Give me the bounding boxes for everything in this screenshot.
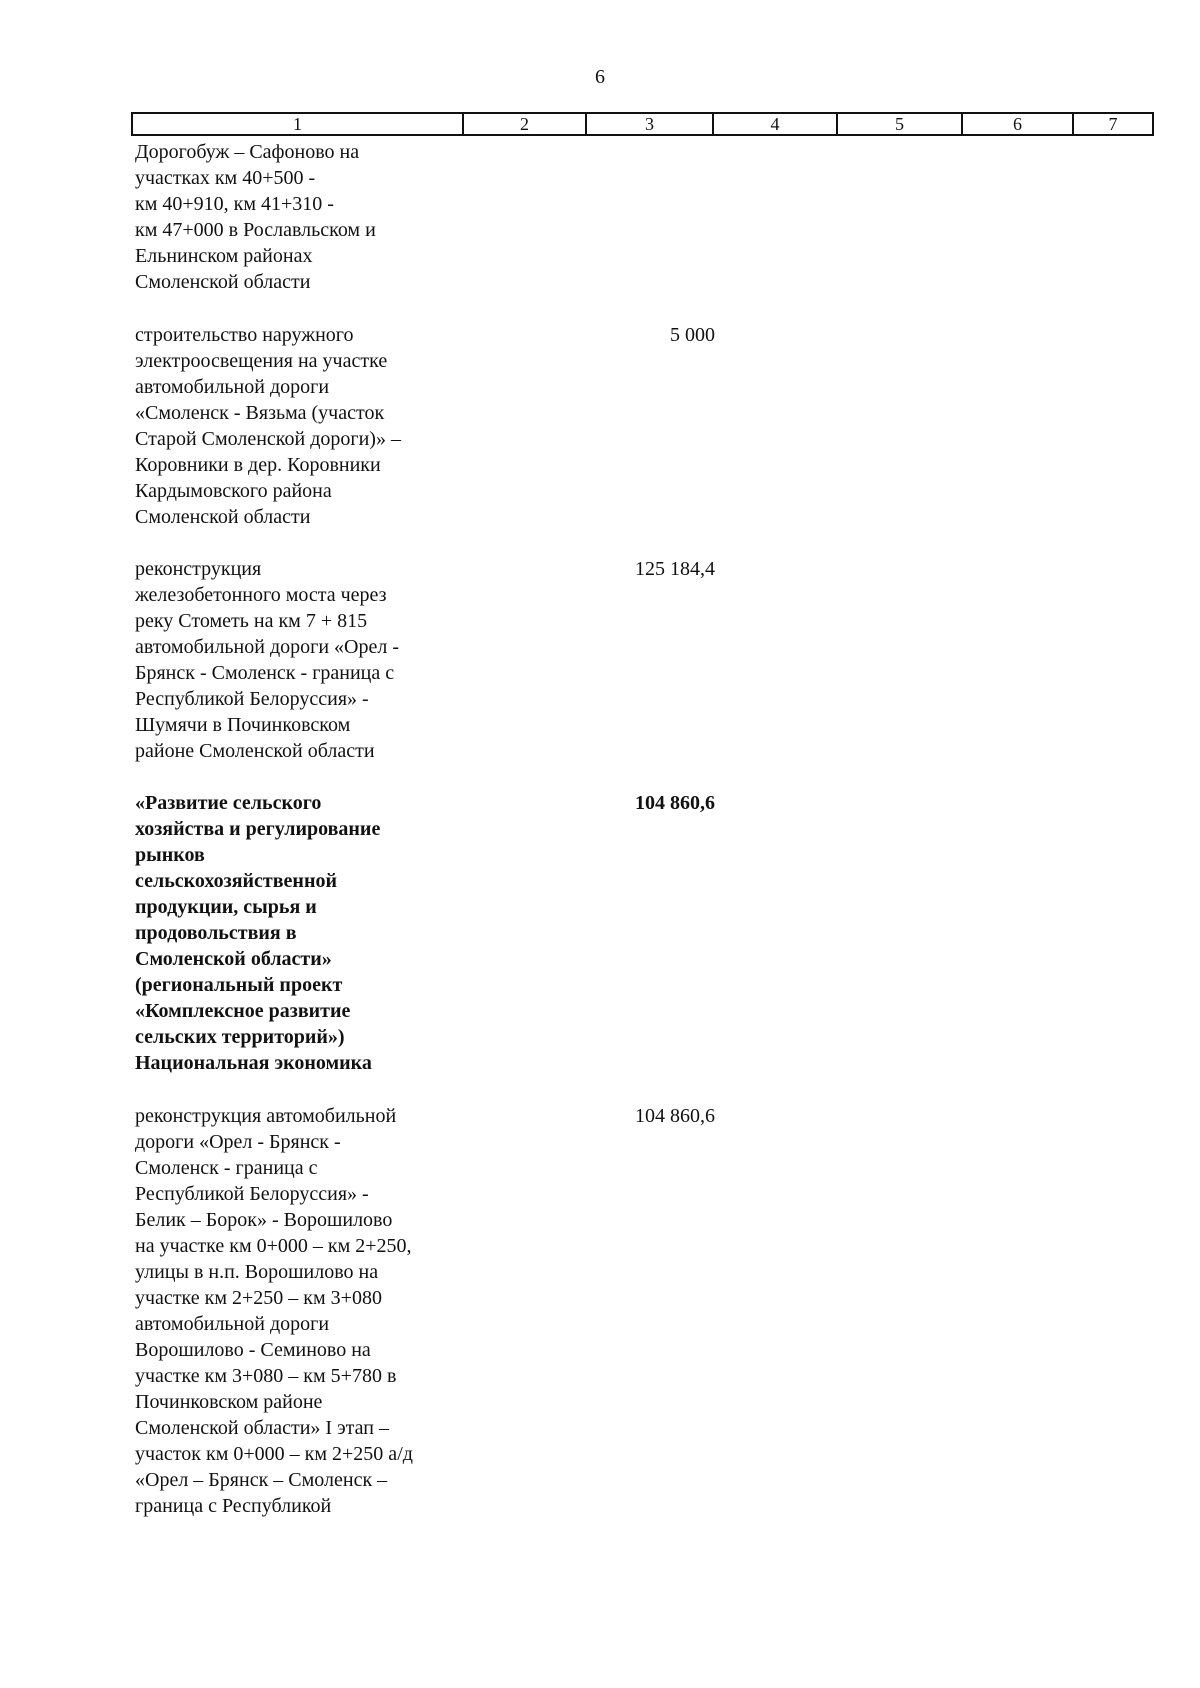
row-value-col3: 104 860,6 (635, 1105, 715, 1127)
column-header-7: 7 (1073, 113, 1153, 135)
row-value-col3: 104 860,6 (635, 792, 715, 814)
column-header-5: 5 (837, 113, 962, 135)
column-header-2: 2 (463, 113, 586, 135)
row-description: реконструкция железобетонного моста через реку Стометь на км 7 + 815 автомобильной дороги «Орел - Брянск - Смоленск - граница с Республикой Белоруссия» - Шумячи в Починковском районе Смоленской области (135, 558, 400, 762)
row-description: «Развитие сельского хозяйства и регулирование рынков сельскохозяйственной продукции, сырья и продовольствия в Смоленской области» (региональный проект «Комплексное развитие сельских территорий») Национальная экономика (135, 792, 381, 1074)
column-header-6: 6 (962, 113, 1073, 135)
row-description: строительство наружного электроосвещения на участке автомобильной дороги «Смоленск - Вязьма (участок Старой Смоленской дороги)» – Коровники в дер. Коровники Кардымовского района Смоленской области (135, 324, 401, 528)
row-description: Дорогобуж – Сафоново на участках км 40+500 - км 40+910, км 41+310 - км 47+000 в Рославльском и Ельнинском районах Смоленской области (135, 141, 376, 293)
column-header-4: 4 (713, 113, 837, 135)
row-value-col3: 5 000 (670, 324, 715, 346)
column-header-3: 3 (586, 113, 713, 135)
column-header-1: 1 (132, 113, 463, 135)
page-number: 6 (595, 66, 605, 88)
row-description: реконструкция автомобильной дороги «Орел - Брянск - Смоленск - граница с Республикой Белоруссия» - Белик – Борок» - Ворошилово на участке км 0+000 – км 2+250, улицы в н.п. Ворошилово на участке км 2+250 – км 3+080 автомобильной дороги Ворошилово - Семиново на участке км 3+080 – км 5+780 в Починковском районе Смоленской области» I этап – участок км 0+000 – км 2+250 а/д «Орел – Брянск – Смоленск – граница с Республикой (135, 1105, 413, 1517)
row-value-col3: 125 184,4 (635, 558, 715, 580)
